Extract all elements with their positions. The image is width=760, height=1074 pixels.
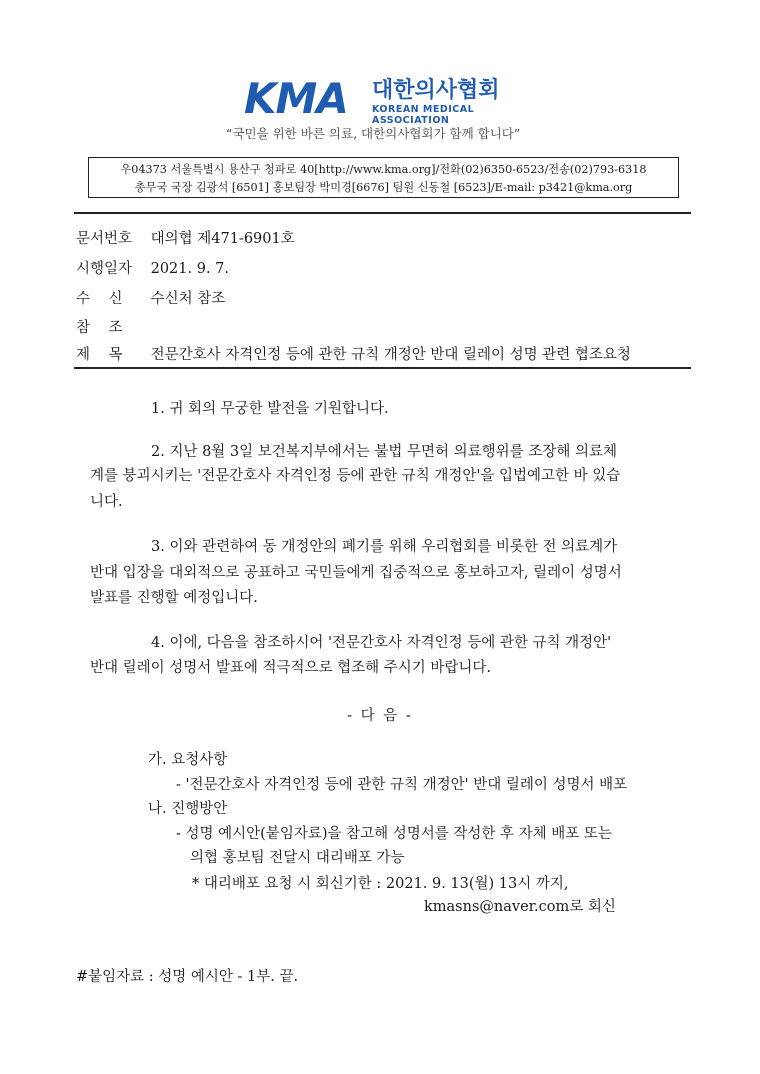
issue-date: 2021. 9. 7.: [150, 261, 230, 277]
paragraph-4-line-1: 4. 이에, 다음을 참조하시어 '전문간호사 자격인정 등에 관한 규칙 개정안': [151, 635, 612, 651]
subject: 전문간호사 자격인정 등에 관한 규칙 개정안 반대 릴레이 성명 관련 협조요청: [150, 347, 631, 363]
item-ga-heading: 가. 요청사항: [148, 752, 228, 768]
paragraph-3-line-2: 반대 입장을 대외적으로 공표하고 국민들에게 집중적으로 홍보하고자, 릴레이 성명서: [90, 565, 622, 581]
paragraph-3-line-3: 발표를 진행할 예정입니다.: [90, 590, 258, 606]
attachment-note: #붙임자료 : 성명 예시안 - 1부. 끝.: [76, 969, 299, 985]
item-na-heading: 나. 진행방안: [148, 801, 228, 817]
paragraph-3-line-1: 3. 이와 관련하여 동 개정안의 폐기를 위해 우리협회를 비롯한 전 의료계가: [151, 539, 618, 555]
address-line: 우04373 서울특별시 용산구 청파로 40[http://www.kma.org]/전화(02)6350-6523/전송(02)793-6318: [120, 163, 647, 176]
item-na-detail-1: - 성명 예시안(붙임자료)을 참고해 성명서를 작성한 후 자체 배포 또는: [176, 826, 612, 842]
note-email: kmasns@naver.com로 회신: [424, 899, 616, 915]
meta-label: 시행일자: [76, 261, 133, 277]
divider-top: [74, 212, 691, 214]
doc-number-row: [76, 227, 295, 249]
note-deadline: * 대리배포 요청 시 회신기한 : 2021. 9. 13(월) 13시 까지,: [192, 876, 569, 892]
slogan: “국민을 위한 바른 의료, 대한의사협회가 함께 합니다”: [226, 126, 521, 141]
paragraph-2-line-2: 계를 붕괴시키는 '전문간호사 자격인정 등에 관한 규칙 개정안'을 입법예고한 바 있습: [90, 468, 621, 484]
kma-logo: [244, 74, 534, 126]
issue-date-row: [76, 257, 229, 279]
org-name-korean: 대한의사협회: [372, 78, 500, 103]
org-name-english: KOREAN MEDICAL ASSOCIATION: [372, 104, 475, 126]
kma-logo-mark: KMA: [244, 74, 348, 123]
contact-info-box: [88, 157, 679, 198]
doc-number: 대의협 제471-6901호: [150, 231, 295, 247]
paragraph-2-line-1: 2. 지난 8월 3일 보건복지부에서는 불법 무면허 의료행위를 조장해 의료체: [151, 444, 617, 460]
meta-label: 수 신: [76, 291, 123, 307]
subject-row: [76, 343, 631, 365]
recipient-row: [76, 287, 225, 309]
paragraph-4-line-2: 반대 릴레이 성명서 발표에 적극적으로 협조해 주시기 바랍니다.: [90, 660, 492, 676]
divider-bottom: [74, 367, 691, 369]
contact-line: 총무국 국장 김광석 [6501] 홍보팀장 박미경[6676] 팀원 신동철 [6523]/E-mail: p3421@kma.org: [134, 181, 633, 194]
item-ga-detail: - '전문간호사 자격인정 등에 관한 규칙 개정안' 반대 릴레이 성명서 배포: [176, 777, 628, 793]
item-na-detail-2: 의협 홍보팀 전달시 대리배포 가능: [190, 850, 405, 866]
paragraph-1: 1. 귀 회의 무궁한 발전을 기원합니다.: [151, 401, 389, 417]
paragraph-2-line-3: 니다.: [90, 494, 123, 510]
recipient: 수신처 참조: [150, 291, 226, 307]
meta-label: 제 목: [76, 347, 123, 363]
meta-label: 참 조: [76, 320, 123, 336]
meta-label: 문서번호: [76, 231, 133, 247]
reference-row: [76, 316, 151, 338]
section-heading: - 다 음 -: [347, 708, 413, 724]
